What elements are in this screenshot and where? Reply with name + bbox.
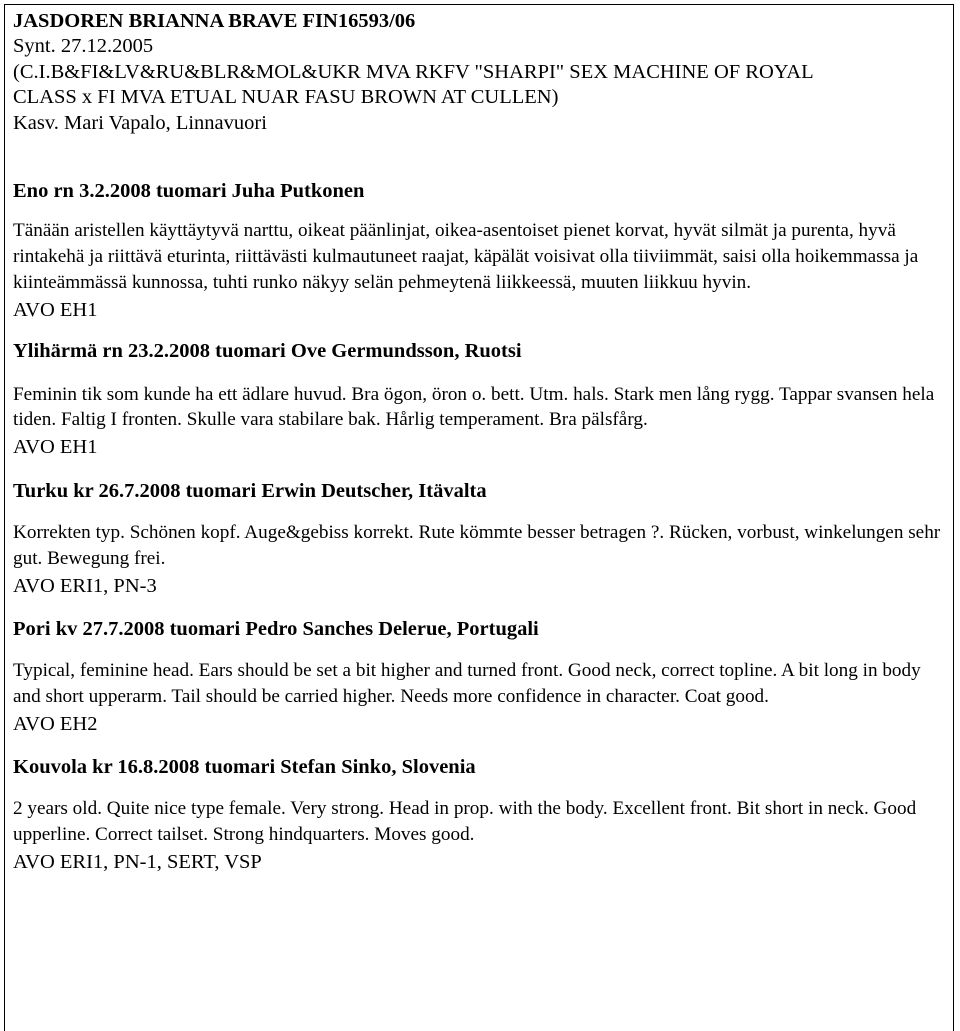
pedigree-line-1: (C.I.B&FI&LV&RU&BLR&MOL&UKR MVA RKFV "SHARPI" SEX MACHINE OF ROYAL: [13, 60, 814, 83]
show-heading: Eno rn 3.2.2008 tuomari Juha Putkonen: [13, 180, 365, 202]
breeder: Kasv. Mari Vapalo, Linnavuori: [13, 111, 267, 134]
show-award: AVO ERI1, PN-1, SERT, VSP: [13, 851, 262, 873]
show-award: AVO EH2: [13, 713, 98, 735]
show-critique: Feminin tik som kunde ha ett ädlare huvud. Bra ögon, öron o. bett. Utm. hals. Stark men lång rygg. Tappar svansen hela tiden. Faltig I fronten. Skulle vara stabilare bak. Hårlig temperament. Bra pälsfårg.: [13, 384, 935, 430]
birth-date: Synt. 27.12.2005: [13, 35, 154, 57]
show-heading: Ylihärmä rn 23.2.2008 tuomari Ove Germundsson, Ruotsi: [13, 340, 522, 362]
show-award: AVO EH1: [13, 299, 98, 321]
show-entry: [13, 178, 948, 324]
show-award: AVO ERI1, PN-3: [13, 575, 157, 597]
show-critique: Tänään aristellen käyttäytyvä narttu, oikeat päänlinjat, oikea-asentoiset pienet korvat, hyvät silmät ja purenta, hyvä rintakehä ja riittävä eturinta, riittävästi kulmautuneet raajat, käpälät voisivat olla tiiviimmät, saisi olla hoikemmassa ja kiinteämmässä kunnossa, tuhti runko näkyy selän pehmeytenä liikkeessä, muuten liikkuu hyvin.: [13, 220, 919, 293]
show-entry: [13, 478, 948, 600]
show-entry: [13, 754, 948, 876]
show-entry: [13, 616, 948, 738]
show-heading: Turku kr 26.7.2008 tuomari Erwin Deutscher, Itävalta: [13, 480, 487, 502]
show-critique: Korrekten typ. Schönen kopf. Auge&gebiss korrekt. Rute kömmte besser betragen ?. Rücken, vorbust, winkelungen sehr gut. Bewegung frei.: [13, 522, 941, 569]
show-critique: Typical, feminine head. Ears should be set a bit higher and turned front. Good neck, correct topline. A bit long in body and short upperarm. Tail should be carried higher. Needs more confidence in character. Coat good.: [13, 660, 921, 707]
show-award: AVO EH1: [13, 436, 98, 458]
show-critique: 2 years old. Quite nice type female. Very strong. Head in prop. with the body. Excellent front. Bit short in neck. Good upperline. Correct tailset. Strong hindquarters. Moves good.: [13, 798, 917, 845]
show-heading: Pori kv 27.7.2008 tuomari Pedro Sanches Delerue, Portugali: [13, 618, 539, 640]
document-page: [4, 4, 954, 1031]
dog-header: [13, 9, 943, 136]
show-entry: [13, 338, 948, 461]
show-results: [13, 178, 948, 876]
pedigree-line-2: CLASS x FI MVA ETUAL NUAR FASU BROWN AT CULLEN): [13, 86, 559, 108]
dog-title: JASDOREN BRIANNA BRAVE FIN16593/06: [13, 10, 416, 32]
show-heading: Kouvola kr 16.8.2008 tuomari Stefan Sinko, Slovenia: [13, 756, 476, 778]
